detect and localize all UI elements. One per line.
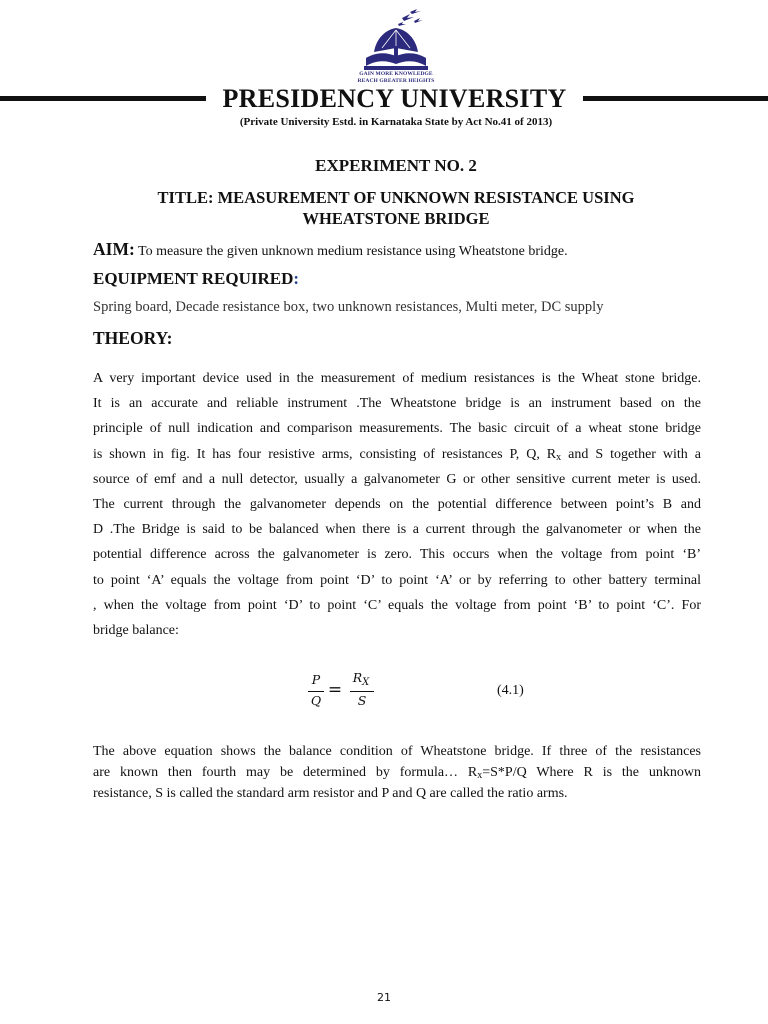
theory-p1-line: to point ‘A’ equals the voltage from point ‘D’ to point ‘A’ or by referring to other battery terminal (93, 572, 701, 588)
equipment-heading (93, 269, 299, 289)
theory-p1-line: , when the voltage from point ‘D’ to point ‘C’ equals the voltage from point ‘B’ to point ‘C’. For (93, 597, 701, 613)
theory-p1-line: source of emf and a null detector, usually a galvanometer G or other sensitive current meter is used. (93, 471, 701, 487)
theory-p1-line-4-head: is shown in fig. It has four resistive arms, consisting of resistances P, Q, R (93, 446, 557, 462)
theory-p2-line: The above equation shows the balance condition of Wheatstone bridge. If three of the resistances (93, 744, 701, 759)
university-subtitle: (Private University Estd. in Karnataka State by Act No.41 of 2013) (239, 116, 553, 128)
theory-p1-line (93, 442, 701, 467)
aim-text: To measure the given unknown medium resistance using Wheatstone bridge. (138, 244, 568, 259)
eq-lhs-fraction-bar (308, 691, 324, 692)
eq-rhs-numerator (348, 670, 374, 688)
experiment-number: EXPERIMENT NO. 2 (315, 156, 477, 175)
equipment-label: EQUIPMENT REQUIRED (93, 269, 294, 288)
theory-paragraph-1 (93, 366, 701, 643)
equipment-text: Spring board, Decade resistance box, two unknown resistances, Multi meter, DC supply (93, 299, 604, 315)
eq-equals: = (327, 680, 343, 700)
equipment-colon: : (293, 269, 300, 288)
experiment-title-line-1: TITLE: MEASUREMENT OF UNKNOWN RESISTANCE USING (157, 188, 635, 207)
theory-p1-line: D .The Bridge is said to be balanced when there is a current through the galvanometer or when the (93, 522, 701, 538)
theory-p1-line: The current through the galvanometer depends on the potential difference between point’s B and (93, 497, 701, 513)
theory-p2-line-2-tail: =S*P/Q Where R is the unknown (482, 765, 701, 780)
page-number: 21 (377, 991, 391, 1004)
logo-tagline (342, 71, 450, 84)
rx-subscript: x (556, 451, 562, 463)
theory-p1-line: potential difference across the galvanometer is zero. This occurs when the voltage from point ‘B’ (93, 547, 701, 563)
theory-p1-line: A very important device used in the measurement of medium resistances is the Wheat stone bridge. (93, 371, 701, 386)
theory-p2-line (93, 762, 701, 783)
eq-lhs-numerator: P (311, 672, 321, 687)
eq-rhs-fraction-bar (350, 691, 374, 692)
header-rule-right (583, 96, 768, 101)
balance-equation (308, 672, 388, 712)
theory-p1-line: It is an accurate and reliable instrument .The Wheatstone bridge is an instrument based on the (93, 396, 701, 412)
header-rule-left (0, 96, 206, 101)
theory-paragraph-2 (93, 741, 701, 804)
logo-tagline-1: GAIN MORE KNOWLEDGE (359, 71, 433, 77)
theory-p1-line-4-tail: and S together with a (561, 446, 701, 462)
logo-tagline-2: REACH GREATER HEIGHTS (357, 77, 435, 84)
theory-heading: THEORY: (93, 328, 173, 348)
eq-lhs-denominator: Q (310, 693, 322, 708)
theory-p2-line-2-head: are known then fourth may be determined by formula… R (93, 765, 478, 780)
equation-number: (4.1) (497, 683, 524, 698)
experiment-title (90, 187, 702, 229)
aim-label: AIM: (93, 239, 135, 259)
experiment-title-line-2: WHEATSTONE BRIDGE (302, 209, 490, 228)
theory-p1-line: bridge balance: (93, 623, 179, 639)
theory-p1-line: principle of null indication and comparison measurements. The basic circuit of a wheat stone bridge (93, 421, 701, 437)
eq-rhs-numerator-sub: X (362, 677, 370, 688)
eq-rhs-numerator-r: R (352, 670, 363, 685)
university-name: PRESIDENCY UNIVERSITY (222, 84, 567, 113)
theory-p2-line: resistance, S is called the standard arm resistor and P and Q are called the ratio arms. (93, 786, 568, 801)
eq-rhs-denominator: S (357, 693, 367, 708)
rx-subscript: x (477, 770, 483, 781)
aim-section (93, 239, 568, 260)
